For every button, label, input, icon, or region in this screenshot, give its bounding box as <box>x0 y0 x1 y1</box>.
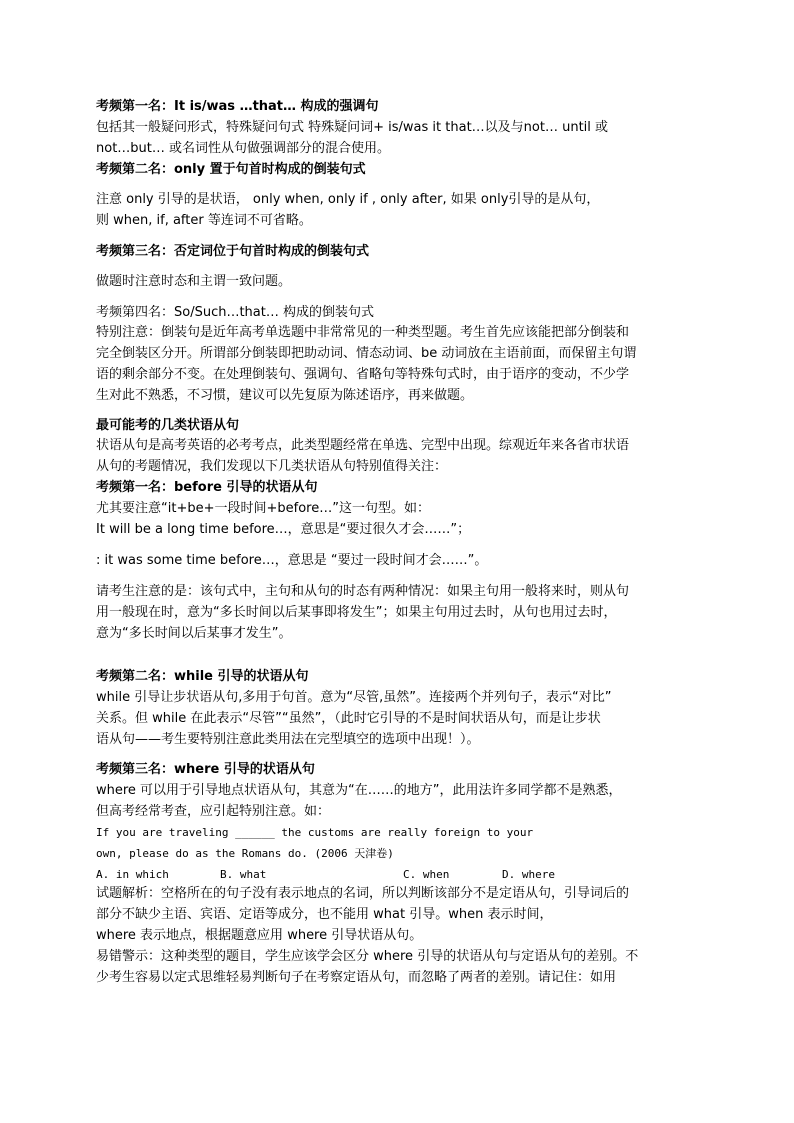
option-d: D. where <box>502 868 555 881</box>
heading-rank-3-where: 考频第三名：where 引导的状语从句 <box>96 762 315 777</box>
heading-rank-2-only: 考频第二名：only 置于句首时构成的倒装句式 <box>96 162 366 177</box>
paragraph-line: 特别注意：倒装句是近年高考单选题中非常常见的一种类型题。考生首先应该能把部分倒装和 <box>96 325 630 340</box>
paragraph-line: 关系。但 while 在此表示“尽管”“虽然”，（此时它引导的不是时间状语从句，而是让步状 <box>96 711 601 726</box>
paragraph-line: 包括其一般疑问形式，特殊疑问句式 特殊疑问词+ is/was it that…以及与not… until 或 <box>96 120 609 135</box>
option-a: A. in which <box>96 868 169 881</box>
paragraph-line: 生对此不熟悉，不习惯，建议可以先复原为陈述语序，再来做题。 <box>96 388 474 403</box>
paragraph-line: 语从句——考生要特别注意此类用法在完型填空的选项中出现！）。 <box>96 732 480 747</box>
paragraph-line: 状语从句是高考英语的必考考点，此类型题经常在单选、完型中出现。综观近年来各省市状语 <box>96 438 630 453</box>
paragraph-line: 完全倒装区分开。所谓部分倒装即把助动词、情态动词、be 动词放在主语前面，而保留主句谓 <box>96 346 637 361</box>
paragraph-line: 部分不缺少主语、宾语、定语等成分，也不能用 what 引导。when 表示时间， <box>96 907 553 922</box>
paragraph-line: 做题时注意时态和主谓一致问题。 <box>96 274 292 289</box>
paragraph-line: 易错警示：这种类型的题目，学生应该学会区分 where 引导的状语从句与定语从句的差别。不 <box>96 949 639 964</box>
paragraph-line: where 表示地点，根据题意应用 where 引导状语从句。 <box>96 928 423 943</box>
heading-rank-1-emphatic: 考频第一名：It is/was …that… 构成的强调句 <box>96 99 379 114</box>
heading-rank-2-while: 考频第二名：while 引导的状语从句 <box>96 669 309 684</box>
paragraph-line: 尤其要注意“it+be+一段时间+before…”这一句型。如： <box>96 501 430 516</box>
paragraph-line: 语的剩余部分不变。在处理倒装句、强调句、省略句等特殊句式时，由于语序的变动，不少学 <box>96 367 630 382</box>
paragraph-line: 少考生容易以定式思维轻易判断句子在考察定语从句，而忽略了两者的差别。请记住：如用 <box>96 970 617 985</box>
paragraph-line: where 可以用于引导地点状语从句，其意为“在……的地方”，此用法许多同学都不是熟悉， <box>96 783 622 798</box>
paragraph-line: 意为“多长时间以后某事才发生”。 <box>96 626 292 641</box>
paragraph-line: not…but… 或名词性从句做强调部分的混合使用。 <box>96 141 391 156</box>
paragraph-line: 但高考经常考查，应引起特别注意。如： <box>96 804 331 819</box>
heading-rank-1-before: 考频第一名：before 引导的状语从句 <box>96 480 318 495</box>
example-line: It will be a long time before…，意思是“要过很久才会……”； <box>96 522 471 537</box>
section-title-adverbial-clauses: 最可能考的几类状语从句 <box>96 418 240 433</box>
example-line: : it was some time before…，意思是 “要过一段时间才会……”。 <box>96 553 488 568</box>
heading-rank-4-so-such: 考频第四名：So/Such…that… 构成的倒装句式 <box>96 305 374 320</box>
paragraph-line: 注意 only 引导的是状语， only when, only if , only after, 如果 only引导的是从句， <box>96 192 600 207</box>
paragraph-line: 则 when, if, after 等连词不可省略。 <box>96 213 312 228</box>
paragraph-line: 从句的考题情况，我们发现以下几类状语从句特别值得关注： <box>96 459 448 474</box>
option-c: C. when <box>403 868 450 881</box>
option-b: B. what <box>220 868 267 881</box>
paragraph-line: 用一般现在时，意为“多长时间以后某事即将发生”；如果主句用过去时，从句也用过去时， <box>96 605 617 620</box>
paragraph-line: while 引导让步状语从句,多用于句首。意为“尽管,虽然”。连接两个并列句子，表示“对比” <box>96 690 612 705</box>
paragraph-line: 试题解析：空格所在的句子没有表示地点的名词，所以判断该部分不是定语从句，引导词后的 <box>96 886 630 901</box>
paragraph-line: 请考生注意的是：该句式中，主句和从句的时态有两种情况：如果主句用一般将来时，则从句 <box>96 584 630 599</box>
heading-rank-3-negation: 考频第三名：否定词位于句首时构成的倒装句式 <box>96 244 370 259</box>
exam-question-line: own, please do as the Romans do. (2006 天津卷) <box>96 847 394 860</box>
exam-question-line: If you are traveling ______ the customs are really foreign to your <box>96 826 534 839</box>
